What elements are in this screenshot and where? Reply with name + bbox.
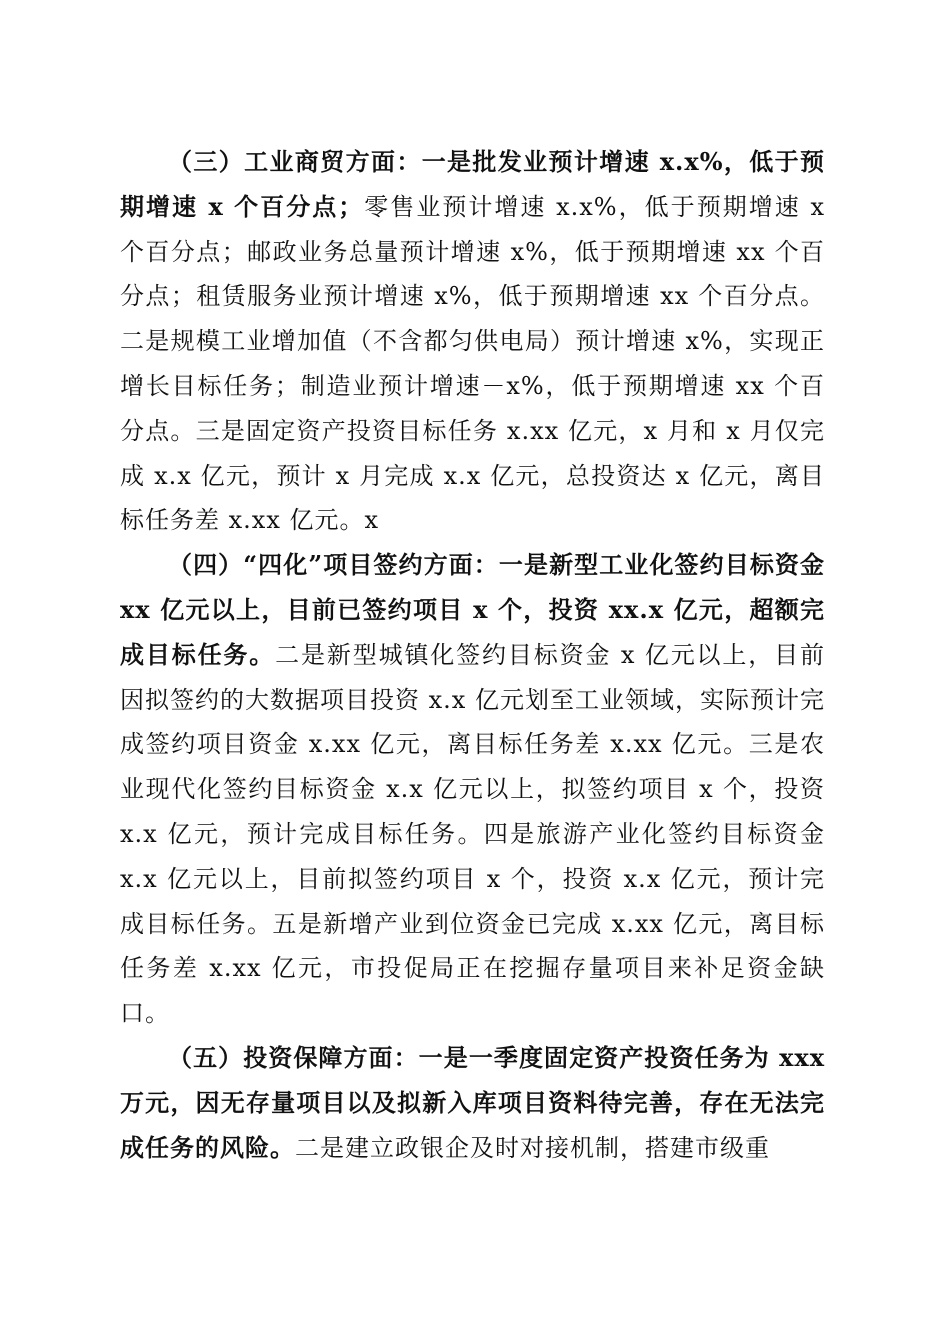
paragraph-investment-guarantee [120,1036,825,1170]
paragraph-lead: （四）“四化”项目签约方面：一是新型工业化签约目标资金 xx 亿元以上，目前已签约项目 x 个，投资 xx.x 亿元，超额完成目标任务。 [120,550,825,669]
paragraph-body: 零售业预计增速 x.x%，低于预期增速 x 个百分点；邮政业务总量预计增速 x%，低于预期增速 xx 个百分点；租赁服务业预计增速 x%，低于预期增速 xx 个百分点。二是规模工业增加值（不含都匀供电局）预计增速 x%，实现正增长目标任务；制造业预计增速－x%，低于预期增速 xx 个百分点。三是固定资产投资目标任务 x.xx 亿元，x 月和 x 月仅完成 x.x 亿元，预计 x 月完成 x.x 亿元，总投资达 x 亿元，离目标任务差 x.xx 亿元。x [120,192,825,535]
paragraph-body: 二是新型城镇化签约目标资金 x 亿元以上，目前因拟签约的大数据项目投资 x.x 亿元划至工业领域，实际预计完成签约项目资金 x.xx 亿元，离目标任务差 x.xx 亿元。三是农业现代化签约目标资金 x.x 亿元以上，拟签约项目 x 个，投资 x.x 亿元，预计完成目标任务。四是旅游产业化签约目标资金 x.x 亿元以上，目前拟签约项目 x 个，投资 x.x 亿元，预计完成目标任务。五是新增产业到位资金已完成 x.xx 亿元，离目标任务差 x.xx 亿元，市投促局正在挖掘存量项目来补足资金缺口。 [120,640,825,1028]
paragraph-four-modernizations [120,543,825,1036]
paragraph-lead: （三）工业商贸方面：一是批发业预计增速 x.x%，低于预期增速 x 个百分点； [120,147,825,221]
paragraph-industry-commerce [120,140,825,543]
document-page [120,140,825,1170]
paragraph-lead: （五）投资保障方面：一是一季度固定资产投资任务为 xxx 万元，因无存量项目以及拟新入库项目资料待完善，存在无法完成任务的风险。 [120,1042,825,1162]
paragraph-body: 二是建立政银企及时对接机制，搭建市级重 [295,1133,770,1162]
